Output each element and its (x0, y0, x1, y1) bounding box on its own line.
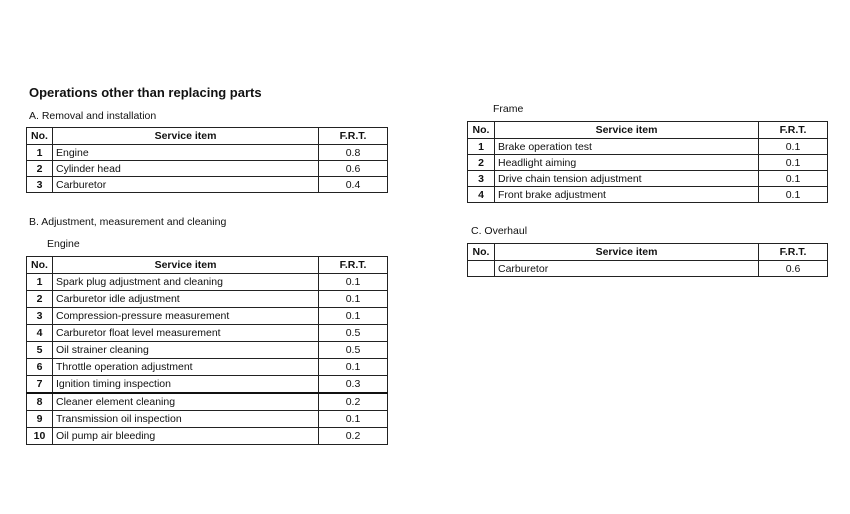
row-number: 3 (27, 177, 53, 193)
service-item: Carburetor idle adjustment (53, 291, 319, 308)
service-item: Headlight aiming (495, 155, 759, 171)
frt-value: 0.6 (759, 261, 828, 277)
service-item: Brake operation test (495, 139, 759, 155)
table-row (27, 428, 388, 445)
row-number: 1 (27, 145, 53, 161)
engine-subsection-label: Engine (47, 238, 80, 250)
page-title: Operations other than replacing parts (29, 85, 262, 100)
table-row (27, 145, 388, 161)
frt-value: 0.1 (319, 411, 388, 428)
table-row (468, 187, 828, 203)
frame-subsection-label: Frame (493, 103, 524, 115)
table-row (27, 393, 388, 411)
frt-value: 0.1 (319, 291, 388, 308)
table-header-row (468, 244, 828, 261)
service-item: Compression-pressure measurement (53, 308, 319, 325)
table-row (27, 376, 388, 394)
service-item: Oil pump air bleeding (53, 428, 319, 445)
row-number (468, 261, 495, 277)
column-header-frt: F.R.T. (319, 257, 388, 274)
table-row (27, 291, 388, 308)
table-row (468, 261, 828, 277)
service-item: Drive chain tension adjustment (495, 171, 759, 187)
service-item: Throttle operation adjustment (53, 359, 319, 376)
column-header-service-item: Service item (53, 257, 319, 274)
frt-value: 0.5 (319, 325, 388, 342)
table-row (27, 359, 388, 376)
engine-adjustment-table (26, 256, 388, 445)
column-header-service-item: Service item (495, 244, 759, 261)
row-number: 3 (27, 308, 53, 325)
frt-value: 0.1 (319, 359, 388, 376)
frt-value: 0.3 (319, 376, 388, 394)
frt-value: 0.5 (319, 342, 388, 359)
removal-installation-table (26, 127, 388, 193)
row-number: 10 (27, 428, 53, 445)
row-number: 6 (27, 359, 53, 376)
row-number: 9 (27, 411, 53, 428)
column-header-no: No. (468, 244, 495, 261)
frt-value: 0.1 (759, 139, 828, 155)
table-row (27, 308, 388, 325)
table-row (468, 171, 828, 187)
service-item: Front brake adjustment (495, 187, 759, 203)
service-item: Spark plug adjustment and cleaning (53, 274, 319, 291)
service-item: Cylinder head (53, 161, 319, 177)
table-row (27, 342, 388, 359)
frt-value: 0.2 (319, 393, 388, 411)
frame-adjustment-table (467, 121, 828, 203)
row-number: 7 (27, 376, 53, 394)
table-header-row (27, 128, 388, 145)
column-header-service-item: Service item (495, 122, 759, 139)
column-header-no: No. (468, 122, 495, 139)
table-row (468, 139, 828, 155)
column-header-no: No. (27, 257, 53, 274)
table-row (27, 411, 388, 428)
section-c-label: C. Overhaul (471, 225, 528, 237)
row-number: 2 (27, 291, 53, 308)
section-a-label: A. Removal and installation (29, 110, 157, 122)
table-row (27, 161, 388, 177)
table-header-row (27, 257, 388, 274)
frt-value: 0.1 (319, 274, 388, 291)
column-header-frt: F.R.T. (759, 244, 828, 261)
service-item: Oil strainer cleaning (53, 342, 319, 359)
column-header-no: No. (27, 128, 53, 145)
service-item: Carburetor float level measurement (53, 325, 319, 342)
service-item: Carburetor (495, 261, 759, 277)
table-row (27, 274, 388, 291)
row-number: 1 (27, 274, 53, 291)
row-number: 2 (27, 161, 53, 177)
row-number: 3 (468, 171, 495, 187)
table-header-row (468, 122, 828, 139)
frt-value: 0.1 (759, 187, 828, 203)
service-item: Cleaner element cleaning (53, 393, 319, 411)
row-number: 8 (27, 393, 53, 411)
row-number: 4 (27, 325, 53, 342)
service-item: Engine (53, 145, 319, 161)
table-row (27, 177, 388, 193)
column-header-frt: F.R.T. (319, 128, 388, 145)
table-row (468, 155, 828, 171)
column-header-frt: F.R.T. (759, 122, 828, 139)
frt-value: 0.1 (319, 308, 388, 325)
row-number: 2 (468, 155, 495, 171)
frt-value: 0.2 (319, 428, 388, 445)
service-item: Ignition timing inspection (53, 376, 319, 394)
frt-value: 0.6 (319, 161, 388, 177)
row-number: 4 (468, 187, 495, 203)
section-b-label: B. Adjustment, measurement and cleaning (29, 216, 227, 228)
frt-value: 0.1 (759, 155, 828, 171)
row-number: 5 (27, 342, 53, 359)
service-item: Carburetor (53, 177, 319, 193)
frt-value: 0.1 (759, 171, 828, 187)
frt-value: 0.8 (319, 145, 388, 161)
overhaul-table (467, 243, 828, 277)
frt-value: 0.4 (319, 177, 388, 193)
row-number: 1 (468, 139, 495, 155)
table-row (27, 325, 388, 342)
service-item: Transmission oil inspection (53, 411, 319, 428)
column-header-service-item: Service item (53, 128, 319, 145)
